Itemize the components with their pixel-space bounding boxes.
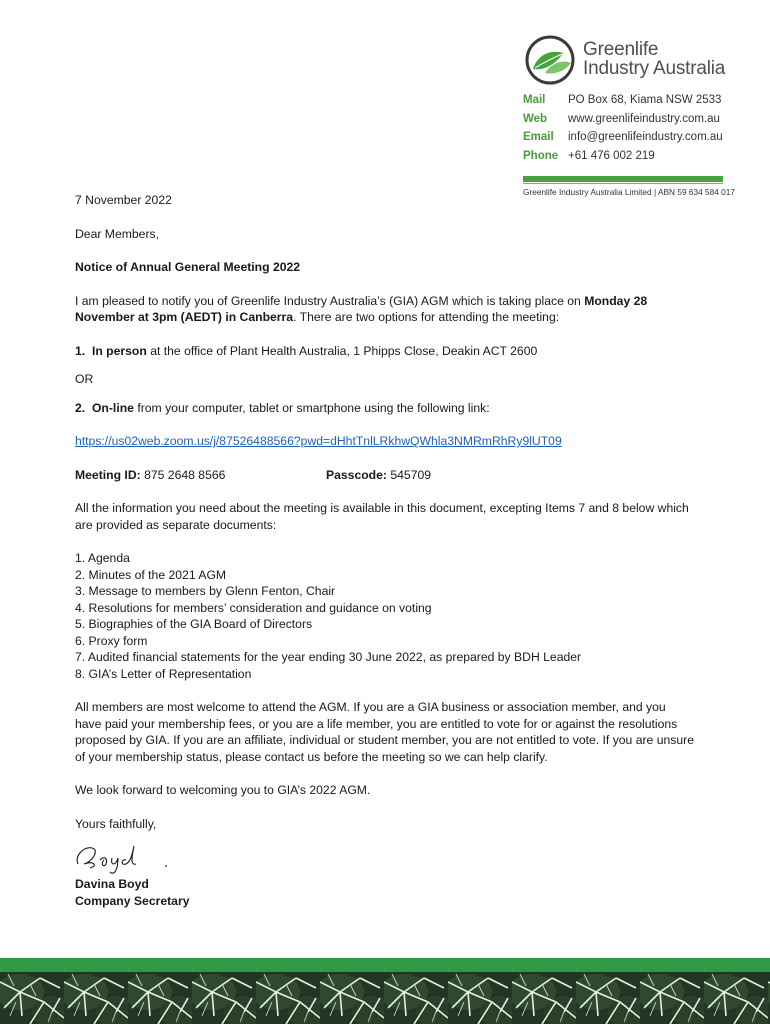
option-in-person: 1. In person at the office of Plant Health Australia, 1 Phipps Close, Deakin ACT 2600	[75, 343, 538, 358]
contact-value: info@greenlifeindustry.com.au	[568, 131, 723, 144]
list-item: 6. Proxy form	[75, 633, 148, 648]
option-online: 2. On-line from your computer, tablet or smartphone using the following link:	[75, 400, 490, 415]
contact-row-web	[523, 113, 743, 132]
footer-leaf-photo	[0, 972, 770, 1024]
logo-line-2: Industry Australia	[583, 58, 726, 79]
contact-value: PO Box 68, Kiama NSW 2533	[568, 94, 722, 106]
leaf-pattern-image	[0, 972, 770, 1024]
meeting-details	[75, 467, 695, 484]
meeting-id: Meeting ID: 875 2648 8566	[75, 467, 226, 482]
signer-title: Company Secretary	[75, 893, 190, 908]
contact-row-email	[523, 131, 743, 150]
list-item: 3. Message to members by Glenn Fenton, Chair	[75, 584, 336, 598]
list-item: 2. Minutes of the 2021 AGM	[75, 567, 227, 582]
contact-label: Phone	[523, 149, 559, 162]
info-paragraph: All the information you need about the meeting is available in this document, excepting Items 7 and 8 below which are provided as separate documents:	[75, 501, 689, 532]
contact-label: Email	[523, 131, 554, 144]
list-item: 1. Agenda	[75, 551, 130, 565]
letter-body	[75, 190, 695, 909]
letter-subject: Notice of Annual General Meeting 2022	[75, 260, 301, 274]
signer-name: Davina Boyd	[75, 877, 149, 891]
contact-label: Mail	[523, 94, 546, 106]
contact-block	[523, 94, 743, 168]
list-item: 4. Resolutions for members’ consideration and guidance on voting	[75, 600, 432, 615]
header-green-bar	[523, 176, 723, 182]
contact-value: +61 476 002 219	[568, 149, 655, 162]
closing-paragraph: We look forward to welcoming you to GIA’s 2022 AGM.	[75, 783, 371, 797]
letter-date: 7 November 2022	[75, 193, 172, 207]
intro-paragraph: I am pleased to notify you of Greenlife Industry Australia’s (GIA) AGM which is taking place on Monday 28 November at 3pm (AEDT) in Canberra. There are two options for attending the meeting:	[75, 293, 648, 324]
list-item: 8. GIA’s Letter of Representation	[75, 666, 252, 681]
or-text: OR	[75, 372, 94, 386]
contact-row-phone	[523, 150, 743, 169]
zoom-link[interactable]: https://us02web.zoom.us/j/87526488566?pwd=dHhtTnlLRkhwQWhla3NMRmRhRy9lUT09	[75, 434, 562, 448]
header-divider	[523, 183, 723, 184]
signoff: Yours faithfully,	[75, 816, 157, 831]
leaf-logo-icon	[523, 33, 577, 87]
abn-line: Greenlife Industry Australia Limited | ABN 59 634 584 017	[523, 187, 736, 197]
salutation: Dear Members,	[75, 226, 159, 241]
contact-row-mail	[523, 94, 743, 113]
members-paragraph: All members are most welcome to attend the AGM. If you are a GIA business or association member, and you have paid your membership fees, or you are a life member, you are entitled to vote for or against the resolutions proposed by GIA. If you are an affiliate, individual or student member, you are not entitled to vote. If you are unsure of your membership status, please contact us before the meeting so we can help clarify.	[75, 700, 694, 764]
contact-value: www.greenlifeindustry.com.au	[568, 112, 720, 125]
list-item: 7. Audited financial statements for the year ending 30 June 2022, as prepared by BDH Leader	[75, 650, 582, 664]
passcode: Passcode: 545709	[326, 467, 432, 482]
logo-line-1: Greenlife	[583, 39, 659, 60]
contact-label: Web	[523, 112, 548, 125]
footer-green-band	[0, 958, 770, 972]
company-logo	[523, 33, 743, 87]
list-item: 5. Biographies of the GIA Board of Directors	[75, 617, 313, 631]
document-list	[75, 550, 695, 682]
handwritten-signature	[70, 836, 190, 876]
